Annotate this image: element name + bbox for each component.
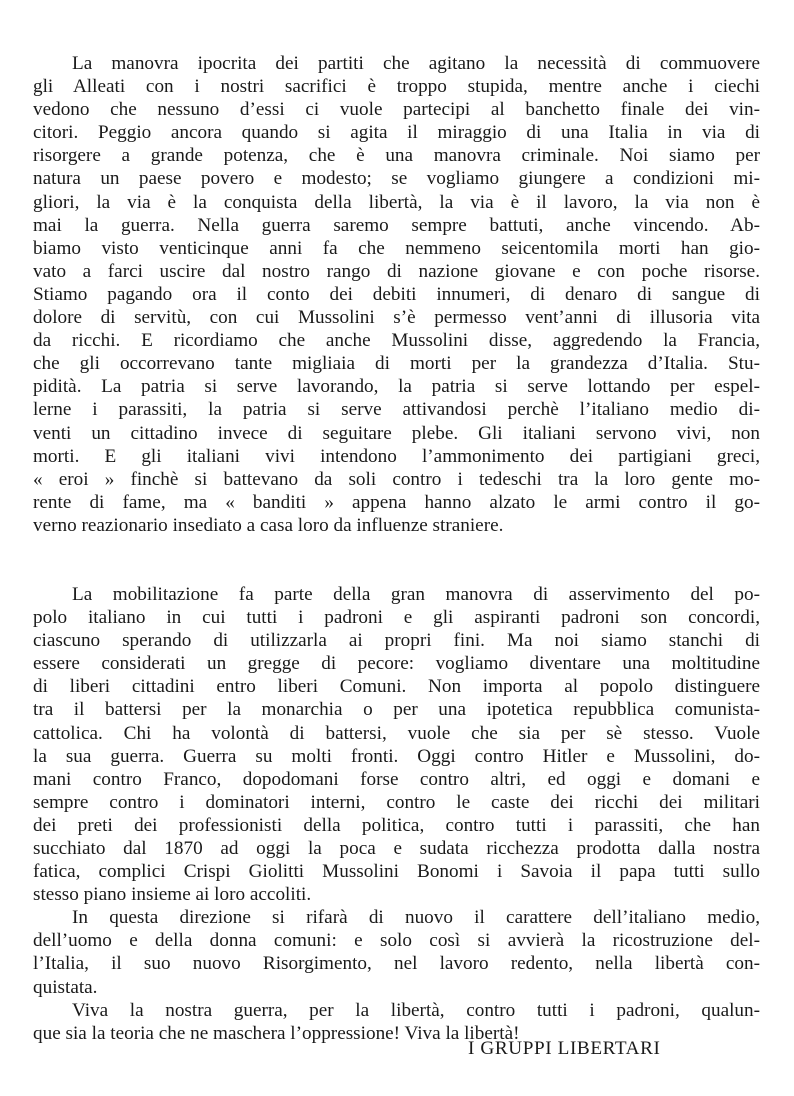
text-line: dell’uomo e della donna comuni: e solo così si avvierà la ricostruzione del- bbox=[33, 930, 760, 952]
text-line: che gli occorrevano tante migliaia di morti per la grandezza d’Italia. Stu- bbox=[33, 353, 760, 375]
text-line: gliori, la via è la conquista della libertà, la via è il lavoro, la via non è bbox=[33, 191, 760, 213]
text-line: In questa direzione si rifarà di nuovo il carattere dell’italiano medio, bbox=[72, 907, 760, 929]
text-line: pidità. La patria si serve lavorando, la patria si serve lottando per espel- bbox=[33, 376, 760, 398]
text-line: succhiato dal 1870 ad oggi la poca e sudata ricchezza prodotta dalla nostra bbox=[33, 838, 760, 859]
text-line: Stiamo pagando ora il conto dei debiti innumeri, di denaro di sangue di bbox=[33, 283, 760, 305]
text-line: biamo visto venticinque anni fa che nemmeno seicentomila morti han gio- bbox=[33, 237, 760, 259]
text-line: di liberi cittadini entro liberi Comuni. Non importa al popolo distinguere bbox=[33, 676, 760, 698]
text-line: tra il battersi per la monarchia o per una ipotetica repubblica comunista- bbox=[33, 699, 760, 721]
text-line: la sua guerra. Guerra su molti fronti. Oggi contro Hitler e Mussolini, do- bbox=[33, 745, 760, 767]
text-line: rente di fame, ma « banditi » appena hanno alzato le armi contro il go- bbox=[33, 491, 760, 513]
text-line: mai la guerra. Nella guerra saremo sempre battuti, anche vincendo. Ab- bbox=[33, 214, 760, 236]
text-line: vedono che nessuno d’essi ci vuole partecipi al banchetto finale dei vin- bbox=[33, 99, 760, 121]
text-line: La manovra ipocrita dei partiti che agitano la necessità di commuovere bbox=[72, 53, 760, 74]
text-line: citori. Peggio ancora quando si agita il miraggio di una Italia in via di bbox=[33, 122, 760, 144]
text-line: l’Italia, il suo nuovo Risorgimento, nel lavoro redento, nella libertà con- bbox=[33, 953, 760, 975]
text-line: quistata. bbox=[33, 976, 98, 998]
signature: I GRUPPI LIBERTARI bbox=[468, 1038, 661, 1059]
document-body bbox=[33, 52, 760, 1045]
text-line: fatica, complici Crispi Giolitti Mussolini Bonomi i Savoia il papa tutti sullo bbox=[33, 861, 760, 883]
text-line: natura un paese povero e modesto; se vogliamo giungere a condizioni mi- bbox=[33, 168, 760, 190]
text-line: « eroi » finchè si battevano da soli contro i tedeschi tra la loro gente mo- bbox=[33, 468, 760, 490]
text-line: dolore di servitù, con cui Mussolini s’è permesso vent’anni di illusoria vita bbox=[33, 307, 760, 329]
text-line: venti un cittadino invece di seguitare plebe. Gli italiani servono vivi, non bbox=[33, 422, 760, 444]
text-line: La mobilitazione fa parte della gran manovra di asservimento del po- bbox=[72, 583, 760, 605]
text-line: ciascuno sperando di utilizzarla ai propri fini. Ma noi siamo stanchi di bbox=[33, 630, 760, 652]
text-line: lerne i parassiti, la patria si serve attivandosi perchè l’italiano medio di- bbox=[33, 399, 760, 421]
text-line: verno reazionario insediato a casa loro da influenze straniere. bbox=[33, 514, 504, 536]
text-line: mani contro Franco, dopodomani forse contro altri, ed oggi e domani e bbox=[33, 768, 760, 790]
text-line: sempre contro i dominatori interni, contro le caste dei ricchi dei militari bbox=[33, 791, 760, 813]
section-gap bbox=[33, 537, 760, 583]
text-line: cattolica. Chi ha volontà di battersi, vuole che sia per sè stesso. Vuole bbox=[33, 722, 760, 744]
text-line: risorgere a grande potenza, che è una manovra criminale. Noi siamo per bbox=[33, 145, 760, 167]
text-line: que sia la teoria che ne maschera l’oppressione! Viva la libertà! bbox=[33, 1022, 520, 1044]
text-line: Viva la nostra guerra, per la libertà, contro tutti i padroni, qualun- bbox=[72, 999, 760, 1021]
text-line: gli Alleati con i nostri sacrifici è troppo stupida, mentre anche i ciechi bbox=[33, 76, 760, 98]
paragraph-3 bbox=[33, 906, 760, 998]
text-line: essere considerati un gregge di pecore: vogliamo diventare una moltitudine bbox=[33, 653, 760, 675]
text-line: da ricchi. E ricordiamo che anche Mussolini disse, aggredendo la Francia, bbox=[33, 330, 760, 352]
paragraph-2 bbox=[33, 583, 760, 906]
text-line: polo italiano in cui tutti i padroni e gli aspiranti padroni son concordi, bbox=[33, 607, 760, 629]
paragraph-1 bbox=[33, 52, 760, 537]
text-line: dei preti dei professionisti della politica, contro tutti i parassiti, che han bbox=[33, 814, 760, 836]
text-line: morti. E gli italiani vivi intendono l’ammonimento dei partigiani greci, bbox=[33, 445, 760, 467]
text-line: vato a farci uscire dal nostro rango di nazione giovane e con poche risorse. bbox=[33, 260, 760, 282]
text-line: stesso piano insieme ai loro accoliti. bbox=[33, 884, 312, 906]
